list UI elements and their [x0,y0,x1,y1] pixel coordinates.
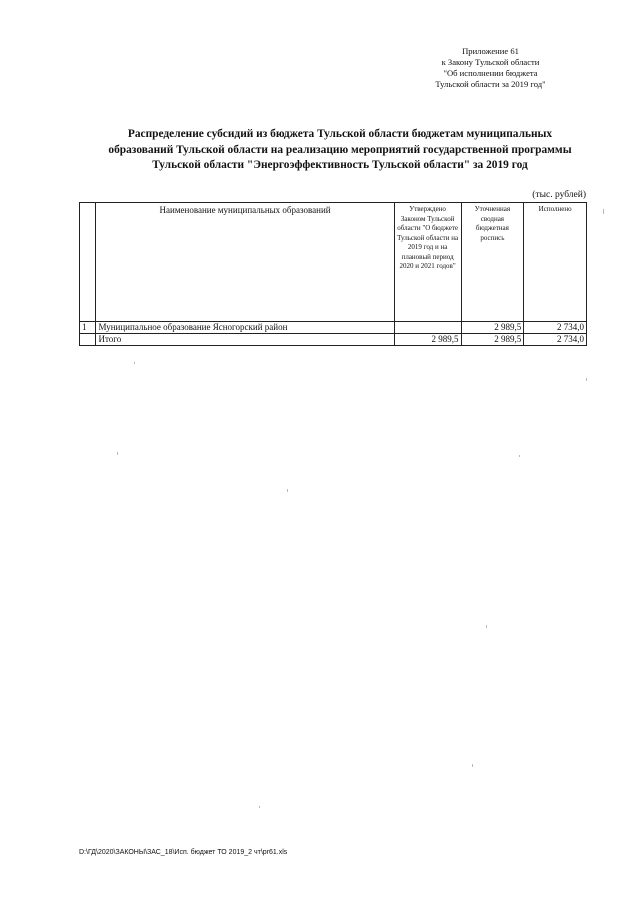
appendix-line: Приложение 61 [462,46,519,56]
header-num [80,203,96,322]
appendix-line: к Закону Тульской области [441,57,540,67]
cell-revised: 2 989,5 [461,334,524,346]
scan-speck [287,489,288,492]
units-label: (тыс. рублей) [532,190,586,200]
scan-speck [472,764,473,767]
appendix-line: "Об исполнении бюджета [443,68,538,78]
cell-executed: 2 734,0 [524,322,587,334]
title-line: Распределение субсидий из бюджета Тульской области бюджетам муниципальных [127,128,553,140]
appendix-line: Тульской области за 2019 год" [435,79,546,89]
scan-speck [486,625,487,628]
title-line: образований Тульской области на реализацию мероприятий государственной программы [108,143,572,156]
cell-approved: 2 989,5 [394,334,461,346]
header-approved: Утверждено Законом Тульской области "О бюджете Тульской области на 2019 год и на плановый период 2020 и 2021 годов" [394,203,461,322]
scan-speck [117,452,118,455]
cell-num: 1 [80,322,96,334]
cell-revised: 2 989,5 [461,322,524,334]
cell-name: Муниципальное образование Ясногорский район [96,322,394,334]
table-row [80,322,587,334]
total-row [80,334,587,346]
scan-speck [586,378,587,381]
header-executed: Исполнено [524,203,587,322]
file-path-footer: D:\ГД\2020\ЗАКОНЫ\ЗАС_18\Исп. бюджет ТО 2019_2 чт\pr61.xls [79,849,288,856]
subsidy-table [79,202,587,346]
cell-approved [394,322,461,334]
scan-speck [603,209,604,214]
title-line: Тульской области "Энергоэффективность Тульской области" за 2019 год [152,159,528,171]
scan-speck [134,362,135,364]
table-header-row [80,203,587,322]
appendix-note [408,46,573,90]
header-name: Наименование муниципальных образований [96,203,394,322]
header-revised: Уточненная сводная бюджетная роспись [461,203,524,322]
document-title [95,127,585,174]
scan-speck [259,806,260,808]
cell-name: Итого [96,334,394,346]
cell-num [80,334,96,346]
cell-executed: 2 734,0 [524,334,587,346]
scan-speck [519,455,520,457]
